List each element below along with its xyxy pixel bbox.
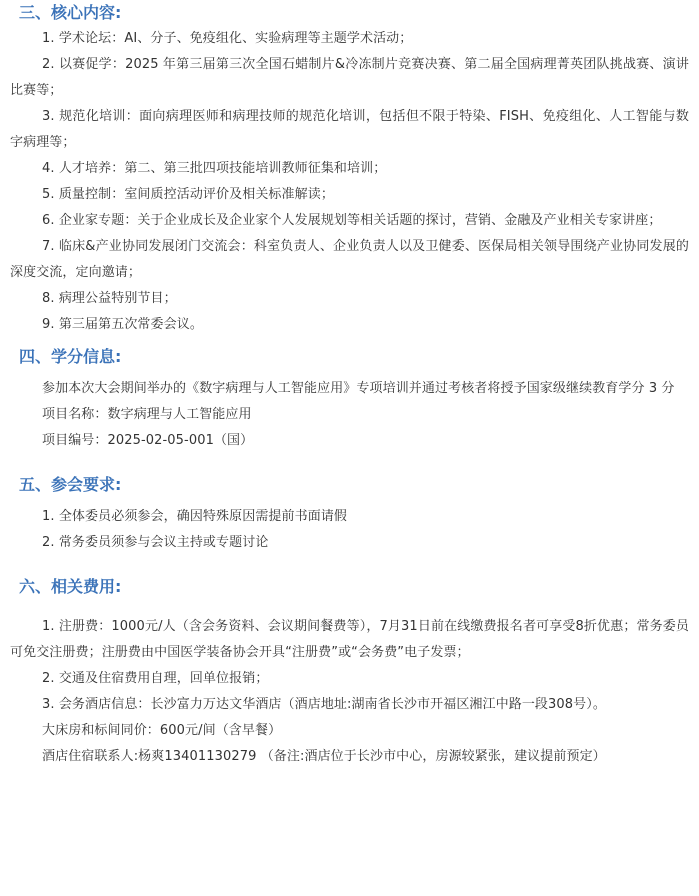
section-heading-core-content: 三、核心内容: — [19, 3, 122, 22]
project-number: 项目编号：2025-02-05-001（国） — [42, 433, 254, 448]
fee-item-3: 3. 会务酒店信息：长沙富力万达文华酒店（酒店地址:湖南省长沙市开福区湘江中路一段308号）。 — [42, 697, 606, 712]
project-name: 项目名称：数字病理与人工智能应用 — [42, 407, 252, 422]
credit-intro: 参加本次大会期间举办的《数字病理与人工智能应用》专项培训并通过考核者将授予国家级继续教育学分 3 分 — [42, 381, 675, 396]
core-item-3: 3. 规范化培训：面向病理医师和病理技师的规范化培训，包括但不限于特染、FISH、免疫组化、人工智能与数字病理等； — [10, 109, 689, 150]
section-credit-info — [10, 344, 689, 454]
requirement-item-1: 1. 全体委员必须参会，确因特殊原因需提前书面请假 — [42, 509, 348, 524]
hotel-contact: 酒店住宿联系人:杨爽13401130279 （备注:酒店位于长沙市中心，房源较紧张，建议提前预定） — [42, 749, 606, 764]
section-heading-credit-info: 四、学分信息: — [19, 347, 122, 366]
core-item-5: 5. 质量控制：室间质控活动评价及相关标准解读； — [42, 187, 334, 202]
core-item-8: 8. 病理公益特别节目； — [42, 291, 177, 306]
spacer — [10, 600, 689, 614]
section-attendance-requirements — [10, 472, 689, 556]
section-fees — [10, 574, 689, 770]
section-heading-attendance-requirements: 五、参会要求: — [19, 475, 122, 494]
section-heading-fees: 六、相关费用: — [19, 577, 122, 596]
fee-item-1: 1. 注册费：1000元/人（含会务资料、会议期间餐费等），7月31日前在线缴费报名者可享受8折优惠；常务委员可免交注册费；注册费由中国医学装备协会开具“注册费”或“会务费”电子发票； — [10, 619, 689, 660]
core-item-2: 2. 以赛促学：2025 年第三届第三次全国石蜡制片&冷冻制片竞赛决赛、第二届全国病理菁英团队挑战赛、演讲比赛等； — [10, 57, 689, 98]
section-core-content — [10, 0, 689, 338]
core-item-7: 7. 临床&产业协同发展闭门交流会：科室负责人、企业负责人以及卫健委、医保局相关领导围绕产业协同发展的深度交流，定向邀请； — [10, 239, 689, 280]
fee-item-2: 2. 交通及住宿费用自理，回单位报销； — [42, 671, 269, 686]
spacer — [10, 454, 689, 472]
core-item-4: 4. 人才培养：第二、第三批四项技能培训教师征集和培训； — [42, 161, 387, 176]
core-item-9: 9. 第三届第五次常委会议。 — [42, 317, 203, 332]
core-item-6: 6. 企业家专题：关于企业成长及企业家个人发展规划等相关话题的探讨，营销、金融及产业相关专家讲座； — [42, 213, 662, 228]
room-price: 大床房和标间同价：600元/间（含早餐） — [42, 723, 282, 738]
core-item-1: 1. 学术论坛：AI、分子、免疫组化、实验病理等主题学术活动； — [42, 31, 413, 46]
requirement-item-2: 2. 常务委员须参与会议主持或专题讨论 — [42, 535, 269, 550]
spacer — [10, 556, 689, 574]
